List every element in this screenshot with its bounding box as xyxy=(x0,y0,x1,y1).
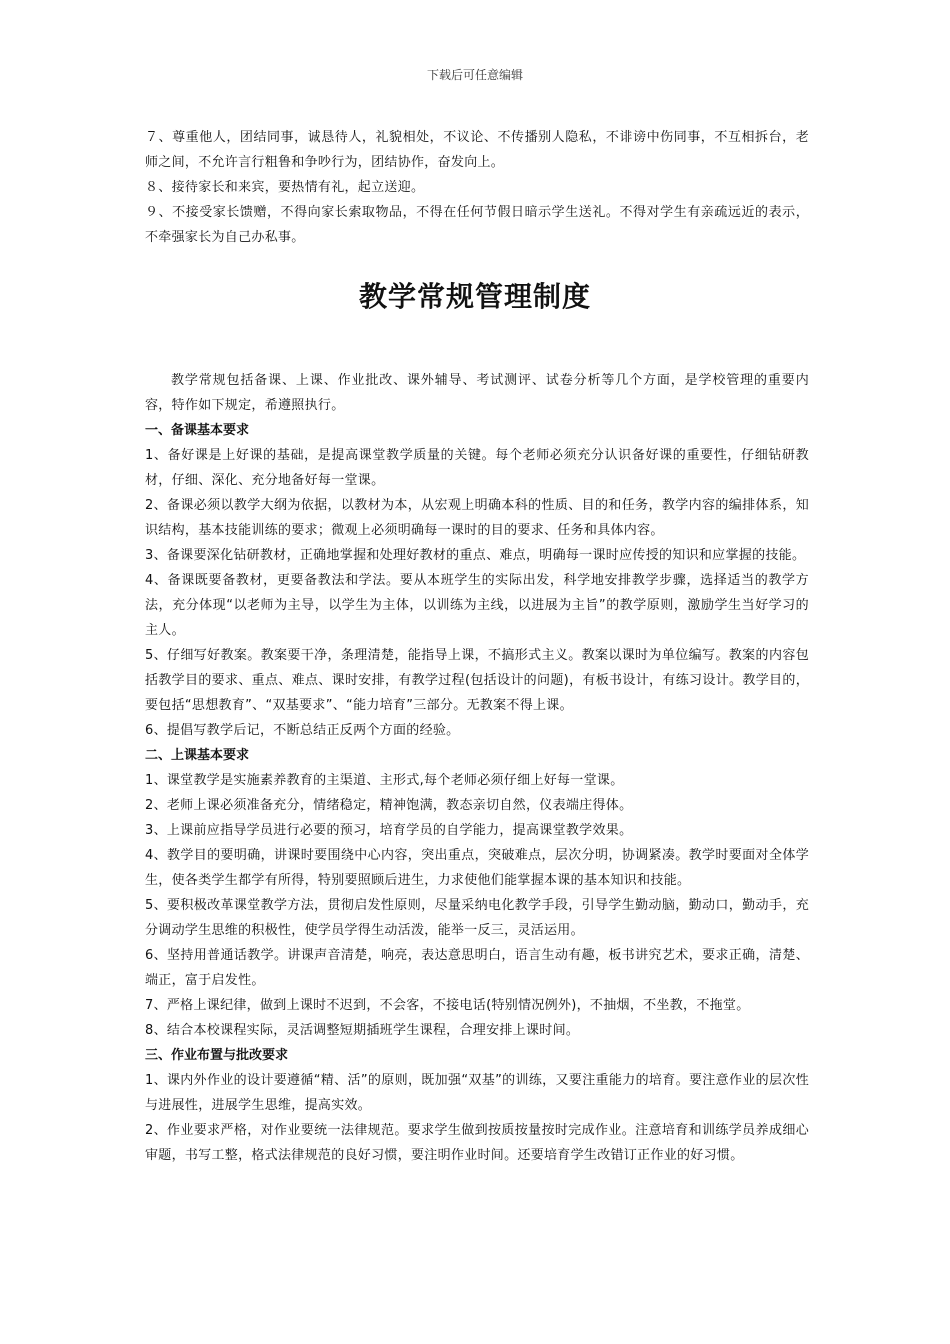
list-item: 1、课堂教学是实施素养教育的主渠道、主形式,每个老师必须仔细上好每一堂课。 xyxy=(145,773,624,788)
list-item: ９、不接受家长馈赠，不得向家长索取物品，不得在任何节假日暗示学生送礼。不得对学生有亲疏远近的表示，不牵强家长为自己办私事。 xyxy=(145,205,809,245)
list-item: 6、提倡写教学后记，不断总结正反两个方面的经验。 xyxy=(145,723,460,738)
list-item: 3、上课前应指导学员进行必要的预习，培育学员的自学能力，提高课堂教学效果。 xyxy=(145,823,633,838)
list-item: ７、尊重他人，团结同事，诚恳待人，礼貌相处，不议论、不传播别人隐私，不诽谤中伤同事，不互相拆台，老师之间，不允许言行粗鲁和争吵行为，团结协作，奋发向上。 xyxy=(145,130,809,170)
list-item: ８、接待家长和来宾，要热情有礼，起立送迎。 xyxy=(145,180,425,195)
body-content xyxy=(145,368,809,1168)
list-item: 2、老师上课必须准备充分，情绪稳定，精神饱满，教态亲切自然，仪表端庄得体。 xyxy=(145,798,633,813)
list-item: 7、严格上课纪律，做到上课时不迟到，不会客，不接电话(特别情况例外)，不抽烟，不坐教，不拖堂。 xyxy=(145,998,750,1013)
top-items xyxy=(145,125,809,250)
section-heading: 三、作业布置与批改要求 xyxy=(145,1048,289,1063)
section-heading: 一、备课基本要求 xyxy=(145,423,250,438)
list-item: 2、备课必须以教学大纲为依据，以教材为本，从宏观上明确本科的性质、目的和任务，教学内容的编排体系，知识结构，基本技能训练的要求；微观上必须明确每一课时的目的要求、任务和具体内容。 xyxy=(145,498,809,538)
list-item: 6、坚持用普通话教学。讲课声音清楚，响亮，表达意思明白，语言生动有趣，板书讲究艺术，要求正确，清楚、端正，富于启发性。 xyxy=(145,948,809,988)
list-item: 1、课内外作业的设计要遵循“精、活”的原则，既加强“双基”的训练，又要注重能力的培育。要注意作业的层次性与进展性，进展学生思维，提高实效。 xyxy=(145,1073,809,1113)
list-item: 5、要积极改革课堂教学方法，贯彻启发性原则，尽量采纳电化教学手段，引导学生勤动脑，勤动口，勤动手，充分调动学生思维的积极性，使学员学得生动活泼，能举一反三，灵活运用。 xyxy=(145,898,809,938)
list-item: 5、仔细写好教案。教案要干净，条理清楚，能指导上课，不搞形式主义。教案以课时为单位编写。教案的内容包括教学目的要求、重点、难点、课时安排，有教学过程(包括设计的问题)，有板书设计，有练习设计。教学目的，要包括“思想教育”、“双基要求”、“能力培育”三部分。无教案不得上课。 xyxy=(145,648,809,713)
list-item: 4、备课既要备教材，更要备教法和学法。要从本班学生的实际出发，科学地安排教学步骤，选择适当的教学方法，充分体现“以老师为主导，以学生为主体，以训练为主线，以进展为主旨”的教学原则，激励学生当好学习的主人。 xyxy=(145,573,809,638)
list-item: 1、备好课是上好课的基础，是提高课堂教学质量的关键。每个老师必须充分认识备好课的重要性，仔细钻研教材，仔细、深化、充分地备好每一堂课。 xyxy=(145,448,809,488)
header-note: 下载后可任意编辑 xyxy=(426,68,523,82)
list-item: 4、教学目的要明确，讲课时要围绕中心内容，突出重点，突破难点，层次分明，协调紧凑。教学时要面对全体学生，使各类学生都学有所得，特别要照顾后进生，力求使他们能掌握本课的基本知识和技能。 xyxy=(145,848,809,888)
list-item: 2、作业要求严格，对作业要统一法律规范。要求学生做到按质按量按时完成作业。注意培育和训练学员养成细心审题，书写工整，格式法律规范的良好习惯，要注明作业时间。还要培育学生改错订正作业的好习惯。 xyxy=(145,1123,809,1163)
list-item: 3、备课要深化钻研教材，正确地掌握和处理好教材的重点、难点，明确每一课时应传授的知识和应掌握的技能。 xyxy=(145,548,806,563)
page-title: 教学常规管理制度 xyxy=(358,280,591,313)
intro-paragraph: 教学常规包括备课、上课、作业批改、课外辅导、考试测评、试卷分析等几个方面，是学校管理的重要内容，特作如下规定，希遵照执行。 xyxy=(145,373,809,413)
list-item: 8、结合本校课程实际，灵活调整短期插班学生课程，合理安排上课时间。 xyxy=(145,1023,580,1038)
section-heading: 二、上课基本要求 xyxy=(145,748,250,763)
